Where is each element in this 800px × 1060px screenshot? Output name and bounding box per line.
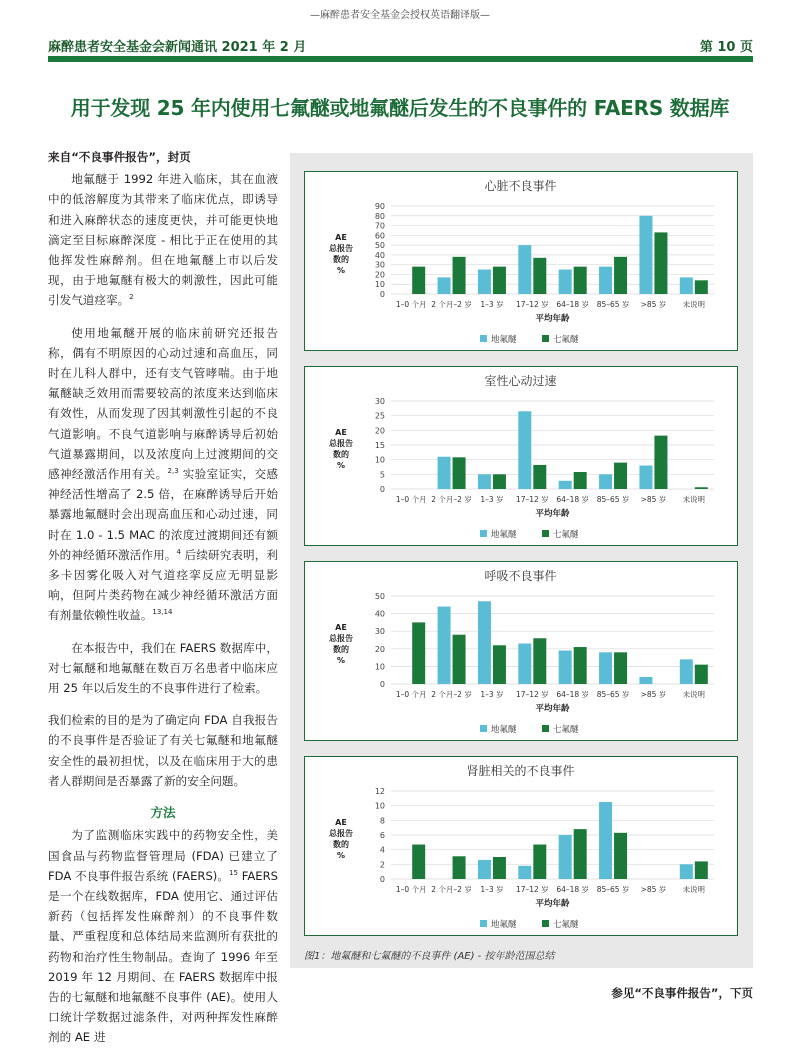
x-axis-label: 平均年龄 (535, 509, 570, 519)
y-tick-label: 8 (379, 816, 385, 826)
x-tick-label: 1–0 个月 (395, 690, 427, 699)
bar-desflurane (478, 270, 491, 294)
y-tick-label: 0 (379, 485, 385, 494)
bar-desflurane (599, 652, 612, 684)
x-tick-label: >85 岁 (640, 495, 667, 504)
x-axis-label: 平均年龄 (535, 314, 570, 324)
chart-title: 室性心动过速 (484, 374, 557, 388)
y-tick-label: 10 (374, 662, 385, 672)
citation: 2 (129, 293, 134, 302)
y-tick-label: 10 (374, 455, 385, 465)
chart-title: 肾脏相关的不良事件 (466, 764, 575, 778)
y-tick-label: 40 (374, 250, 385, 260)
bar-desflurane (518, 245, 531, 294)
bar-desflurane (518, 866, 531, 879)
bar-sevoflurane (695, 665, 708, 684)
newsletter-name: 麻醉患者安全基金会新闻通讯 2021 年 2 月 (48, 40, 307, 55)
translation-note: —麻醉患者安全基金会授权英语翻译版— (310, 10, 490, 21)
y-tick-label: 30 (374, 260, 385, 270)
chart-respiratory (304, 561, 738, 741)
legend-label: 地氟醚 (491, 335, 517, 345)
bar-desflurane (599, 267, 612, 294)
bar-sevoflurane (533, 638, 546, 684)
bar-sevoflurane (453, 457, 466, 489)
y-tick-label: 25 (374, 411, 385, 421)
y-tick-label: 50 (374, 241, 385, 251)
x-tick-label: 2 个月–2 岁 (431, 690, 472, 699)
bar-sevoflurane (533, 258, 546, 294)
legend-swatch (542, 725, 549, 732)
y-tick-label: 90 (374, 202, 385, 211)
bar-desflurane (438, 607, 451, 684)
bar-desflurane (599, 474, 612, 489)
bar-desflurane (518, 411, 531, 489)
y-tick-label: 5 (379, 470, 385, 480)
y-axis-label: AE (335, 428, 347, 437)
chart-vt (304, 366, 738, 546)
y-axis-label: % (336, 851, 346, 860)
x-tick-label: 17–12 岁 (515, 300, 549, 309)
y-tick-label: 20 (374, 644, 385, 654)
bar-sevoflurane (453, 635, 466, 684)
y-tick-label: 10 (374, 801, 385, 811)
bar-desflurane (680, 277, 693, 294)
bar-sevoflurane (533, 845, 546, 879)
paragraph: 在本报告中，我们在 FAERS 数据库中，对七氟醚和地氟醚在数百万名患者中临床应用 25 年以后发生的不良事件进行了检索。 (48, 640, 278, 696)
bar-desflurane (478, 860, 491, 879)
y-tick-label: 30 (374, 627, 385, 637)
legend-swatch (480, 530, 487, 537)
legend-swatch (542, 530, 549, 537)
x-tick-label: 1–3 岁 (480, 300, 504, 309)
bar-desflurane (639, 216, 652, 294)
x-tick-label: 1–3 岁 (480, 690, 504, 699)
y-tick-label: 2 (379, 860, 385, 870)
x-tick-label: 2 个月–2 岁 (431, 300, 472, 309)
y-tick-label: 30 (374, 397, 385, 406)
paragraph: 我们检索的目的是为了确定向 FDA 自我报告的不良事件是否验证了有关七氟醚和地氟醚安全性的最初担忧，以及在临床用于大的患者人群期间是否暴露了新的安全问题。 (48, 713, 278, 788)
bar-desflurane (559, 270, 572, 294)
bar-sevoflurane (574, 829, 587, 879)
x-tick-label: >85 岁 (640, 690, 667, 699)
y-tick-label: 40 (374, 609, 385, 619)
legend-swatch (480, 335, 487, 342)
paragraph: 使用地氟醚开展的临床前研究还报告称，偶有不明原因的心动过速和高血压，同时在儿科人群中，还有支气管哮喘。由于地氟醚缺乏效用而需要较高的浓度来达到临床有效性，从而发现了因其刺激性引起的不良气道影响。不良气道影响与麻醉诱导后初始气道暴露期间，以及浓度向上过渡期间的交感神经激活作用有关。$^{2,3}$ 实验室证实，交感神经活性增高了 2.5 倍，在麻醉诱导后开始暴露地氟醚时会出现高血压和心动过速，同时在 1.0 - 1.5 MAC 的浓度过渡期间还有额外的神经循环激活作用。$^4$ 后续研究表明，利多卡因雾化吸入对气道痉挛反应无明显影响，但阿片类药物在减少神经循环激活方面有剂量依赖性收益。$^{13,14}$ (48, 325, 278, 623)
bar-desflurane (438, 457, 451, 489)
legend-label: 地氟醚 (491, 725, 517, 735)
legend-label: 七氟醚 (553, 920, 579, 930)
y-tick-label: 4 (379, 845, 385, 855)
bar-desflurane (639, 677, 652, 684)
continued-on: 参见“不良事件报告”，下页 (611, 986, 753, 1000)
legend-label: 七氟醚 (553, 725, 579, 735)
bar-sevoflurane (574, 472, 587, 489)
y-axis-label: AE (335, 818, 347, 827)
y-tick-label: 20 (374, 426, 385, 436)
y-axis-label: 总报告 (329, 634, 353, 643)
y-axis-label: % (336, 266, 346, 275)
legend-swatch (480, 920, 487, 927)
bar-desflurane (680, 659, 693, 684)
bar-sevoflurane (614, 463, 627, 489)
y-axis-label: 总报告 (329, 244, 353, 253)
x-tick-label: 1–0 个月 (395, 495, 427, 504)
x-tick-label: 未说明 (682, 495, 706, 504)
x-axis-label: 平均年龄 (535, 704, 570, 714)
bar-desflurane (599, 802, 612, 879)
bar-desflurane (559, 835, 572, 879)
y-tick-label: 12 (374, 787, 385, 796)
y-tick-label: 60 (374, 231, 385, 241)
bar-desflurane (478, 601, 491, 684)
bar-sevoflurane (453, 257, 466, 294)
bar-sevoflurane (412, 622, 425, 684)
bar-desflurane (438, 277, 451, 294)
x-axis-label: 平均年龄 (535, 899, 570, 909)
legend-label: 七氟醚 (553, 335, 579, 345)
page-header (48, 36, 753, 56)
bar-sevoflurane (493, 645, 506, 684)
legend-swatch (542, 335, 549, 342)
x-tick-label: 17–12 岁 (515, 690, 549, 699)
bar-sevoflurane (533, 465, 546, 489)
y-tick-label: 0 (379, 290, 385, 299)
citation: 4 (176, 548, 181, 556)
continued-from: 来自“不良事件报告”，封页 (48, 150, 191, 164)
bar-sevoflurane (614, 833, 627, 879)
chart-title: 心脏不良事件 (484, 179, 557, 193)
x-tick-label: 85–65 岁 (596, 495, 630, 504)
bar-desflurane (478, 474, 491, 489)
chart-svg (305, 172, 736, 349)
legend-label: 地氟醚 (491, 530, 517, 540)
x-tick-label: 17–12 岁 (515, 495, 549, 504)
x-tick-label: 1–3 岁 (480, 885, 504, 894)
y-axis-label: 总报告 (329, 829, 353, 838)
paragraph: 为了监测临床实践中的药物安全性，美国食品与药物监督管理局 (FDA) 已建立了 FDA 不良事件报告系统 (FAERS)。$^{15}$ FAERS 是一个在线数据库，FDA 使用它、通过评估新药（包括挥发性麻醉剂）的不良事件数量、严重程度和总体结局来监测所有获批的药物和治疗性生物制品。查询了 1996 年至 2019 年 12 月期间、在 FAERS 数据库中报告的七氟醚和地氟醚不良事件 (AE)。使用人口统计学数据过滤条件，对两种挥发性麻醉剂的 AE 进 (48, 828, 278, 1045)
chart-svg (305, 562, 736, 739)
bar-sevoflurane (614, 257, 627, 294)
bar-sevoflurane (574, 647, 587, 684)
bar-desflurane (559, 481, 572, 489)
y-tick-label: 6 (379, 831, 385, 840)
section-heading: 方法 (150, 805, 176, 821)
bar-sevoflurane (493, 857, 506, 879)
article-body (48, 147, 278, 1060)
x-tick-label: 2 个月–2 岁 (431, 885, 472, 894)
bar-sevoflurane (614, 652, 627, 684)
x-tick-label: 17–12 岁 (515, 885, 549, 894)
chart-cardiac (304, 171, 738, 351)
legend-swatch (542, 920, 549, 927)
y-axis-label: AE (335, 623, 347, 632)
header-rule (48, 56, 753, 62)
y-tick-label: 80 (374, 211, 385, 221)
legend-label: 地氟醚 (491, 920, 517, 930)
y-tick-label: 15 (374, 441, 385, 450)
chart-svg (305, 757, 736, 934)
x-tick-label: 1–3 岁 (480, 495, 504, 504)
figure-caption: 图1：地氟醚和七氟醚的不良事件 (AE) - 按年龄范围总结 (304, 951, 555, 962)
y-axis-label: 数的 (333, 450, 349, 459)
chart-renal (304, 756, 738, 936)
y-axis-label: 数的 (333, 255, 349, 264)
paragraph: 地氟醚于 1992 年进入临床，其在血液中的低溶解度为其带来了临床优点，即诱导和进入麻醉状态的速度更快，并可能更快地滴定至目标麻醉深度 - 相比于正在使用的其他挥发性麻醉剂。但在地氟醚上市以后发现，由于地氟醚有极大的刺激性，因此可能引发气道痉挛。$^2$ (48, 172, 278, 308)
y-axis-label: 数的 (333, 840, 349, 849)
x-tick-label: 未说明 (682, 885, 706, 894)
bar-desflurane (639, 466, 652, 489)
y-axis-label: AE (335, 233, 347, 242)
x-tick-label: 1–0 个月 (395, 300, 427, 309)
bar-sevoflurane (493, 267, 506, 294)
bar-sevoflurane (695, 487, 708, 489)
legend-swatch (480, 725, 487, 732)
x-tick-label: 未说明 (682, 690, 706, 699)
bar-sevoflurane (574, 267, 587, 294)
y-tick-label: 0 (379, 680, 385, 689)
x-tick-label: 85–65 岁 (596, 300, 630, 309)
x-tick-label: 64–18 岁 (556, 495, 590, 504)
bar-sevoflurane (654, 232, 667, 294)
citation: 15 (229, 868, 238, 877)
bar-sevoflurane (695, 280, 708, 294)
bar-sevoflurane (453, 856, 466, 879)
y-axis-label: % (336, 461, 346, 470)
chart-svg (305, 367, 736, 544)
page-number: 第 10 页 (699, 40, 753, 55)
x-tick-label: 85–65 岁 (596, 690, 630, 699)
bar-sevoflurane (695, 861, 708, 879)
y-tick-label: 0 (379, 875, 385, 884)
y-tick-label: 50 (374, 592, 385, 601)
x-tick-label: 未说明 (682, 300, 706, 309)
y-axis-label: 总报告 (329, 439, 353, 448)
x-tick-label: 64–18 岁 (556, 885, 590, 894)
y-axis-label: % (336, 656, 346, 665)
y-tick-label: 20 (374, 270, 385, 280)
figure-panel (290, 153, 753, 968)
citation: 2,3 (167, 467, 179, 476)
y-tick-label: 70 (374, 221, 385, 231)
x-tick-label: 64–18 岁 (556, 690, 590, 699)
y-axis-label: 数的 (333, 645, 349, 654)
article-title: 用于发现 25 年内使用七氟醚或地氟醚后发生的不良事件的 FAERS 数据库 (70, 96, 730, 120)
y-tick-label: 10 (374, 280, 385, 290)
bar-sevoflurane (493, 474, 506, 489)
bar-desflurane (518, 644, 531, 684)
x-tick-label: >85 岁 (640, 300, 667, 309)
bar-desflurane (680, 864, 693, 879)
x-tick-label: 64–18 岁 (556, 300, 590, 309)
bar-sevoflurane (654, 436, 667, 489)
x-tick-label: 2 个月–2 岁 (431, 495, 472, 504)
bar-desflurane (559, 651, 572, 684)
x-tick-label: 85–65 岁 (596, 885, 630, 894)
x-tick-label: 1–0 个月 (395, 885, 427, 894)
chart-title: 呼吸不良事件 (484, 569, 557, 583)
bar-sevoflurane (412, 845, 425, 879)
x-tick-label: >85 岁 (640, 885, 667, 894)
citation: 13,14 (152, 608, 173, 617)
bar-sevoflurane (412, 267, 425, 294)
legend-label: 七氟醚 (553, 530, 579, 540)
